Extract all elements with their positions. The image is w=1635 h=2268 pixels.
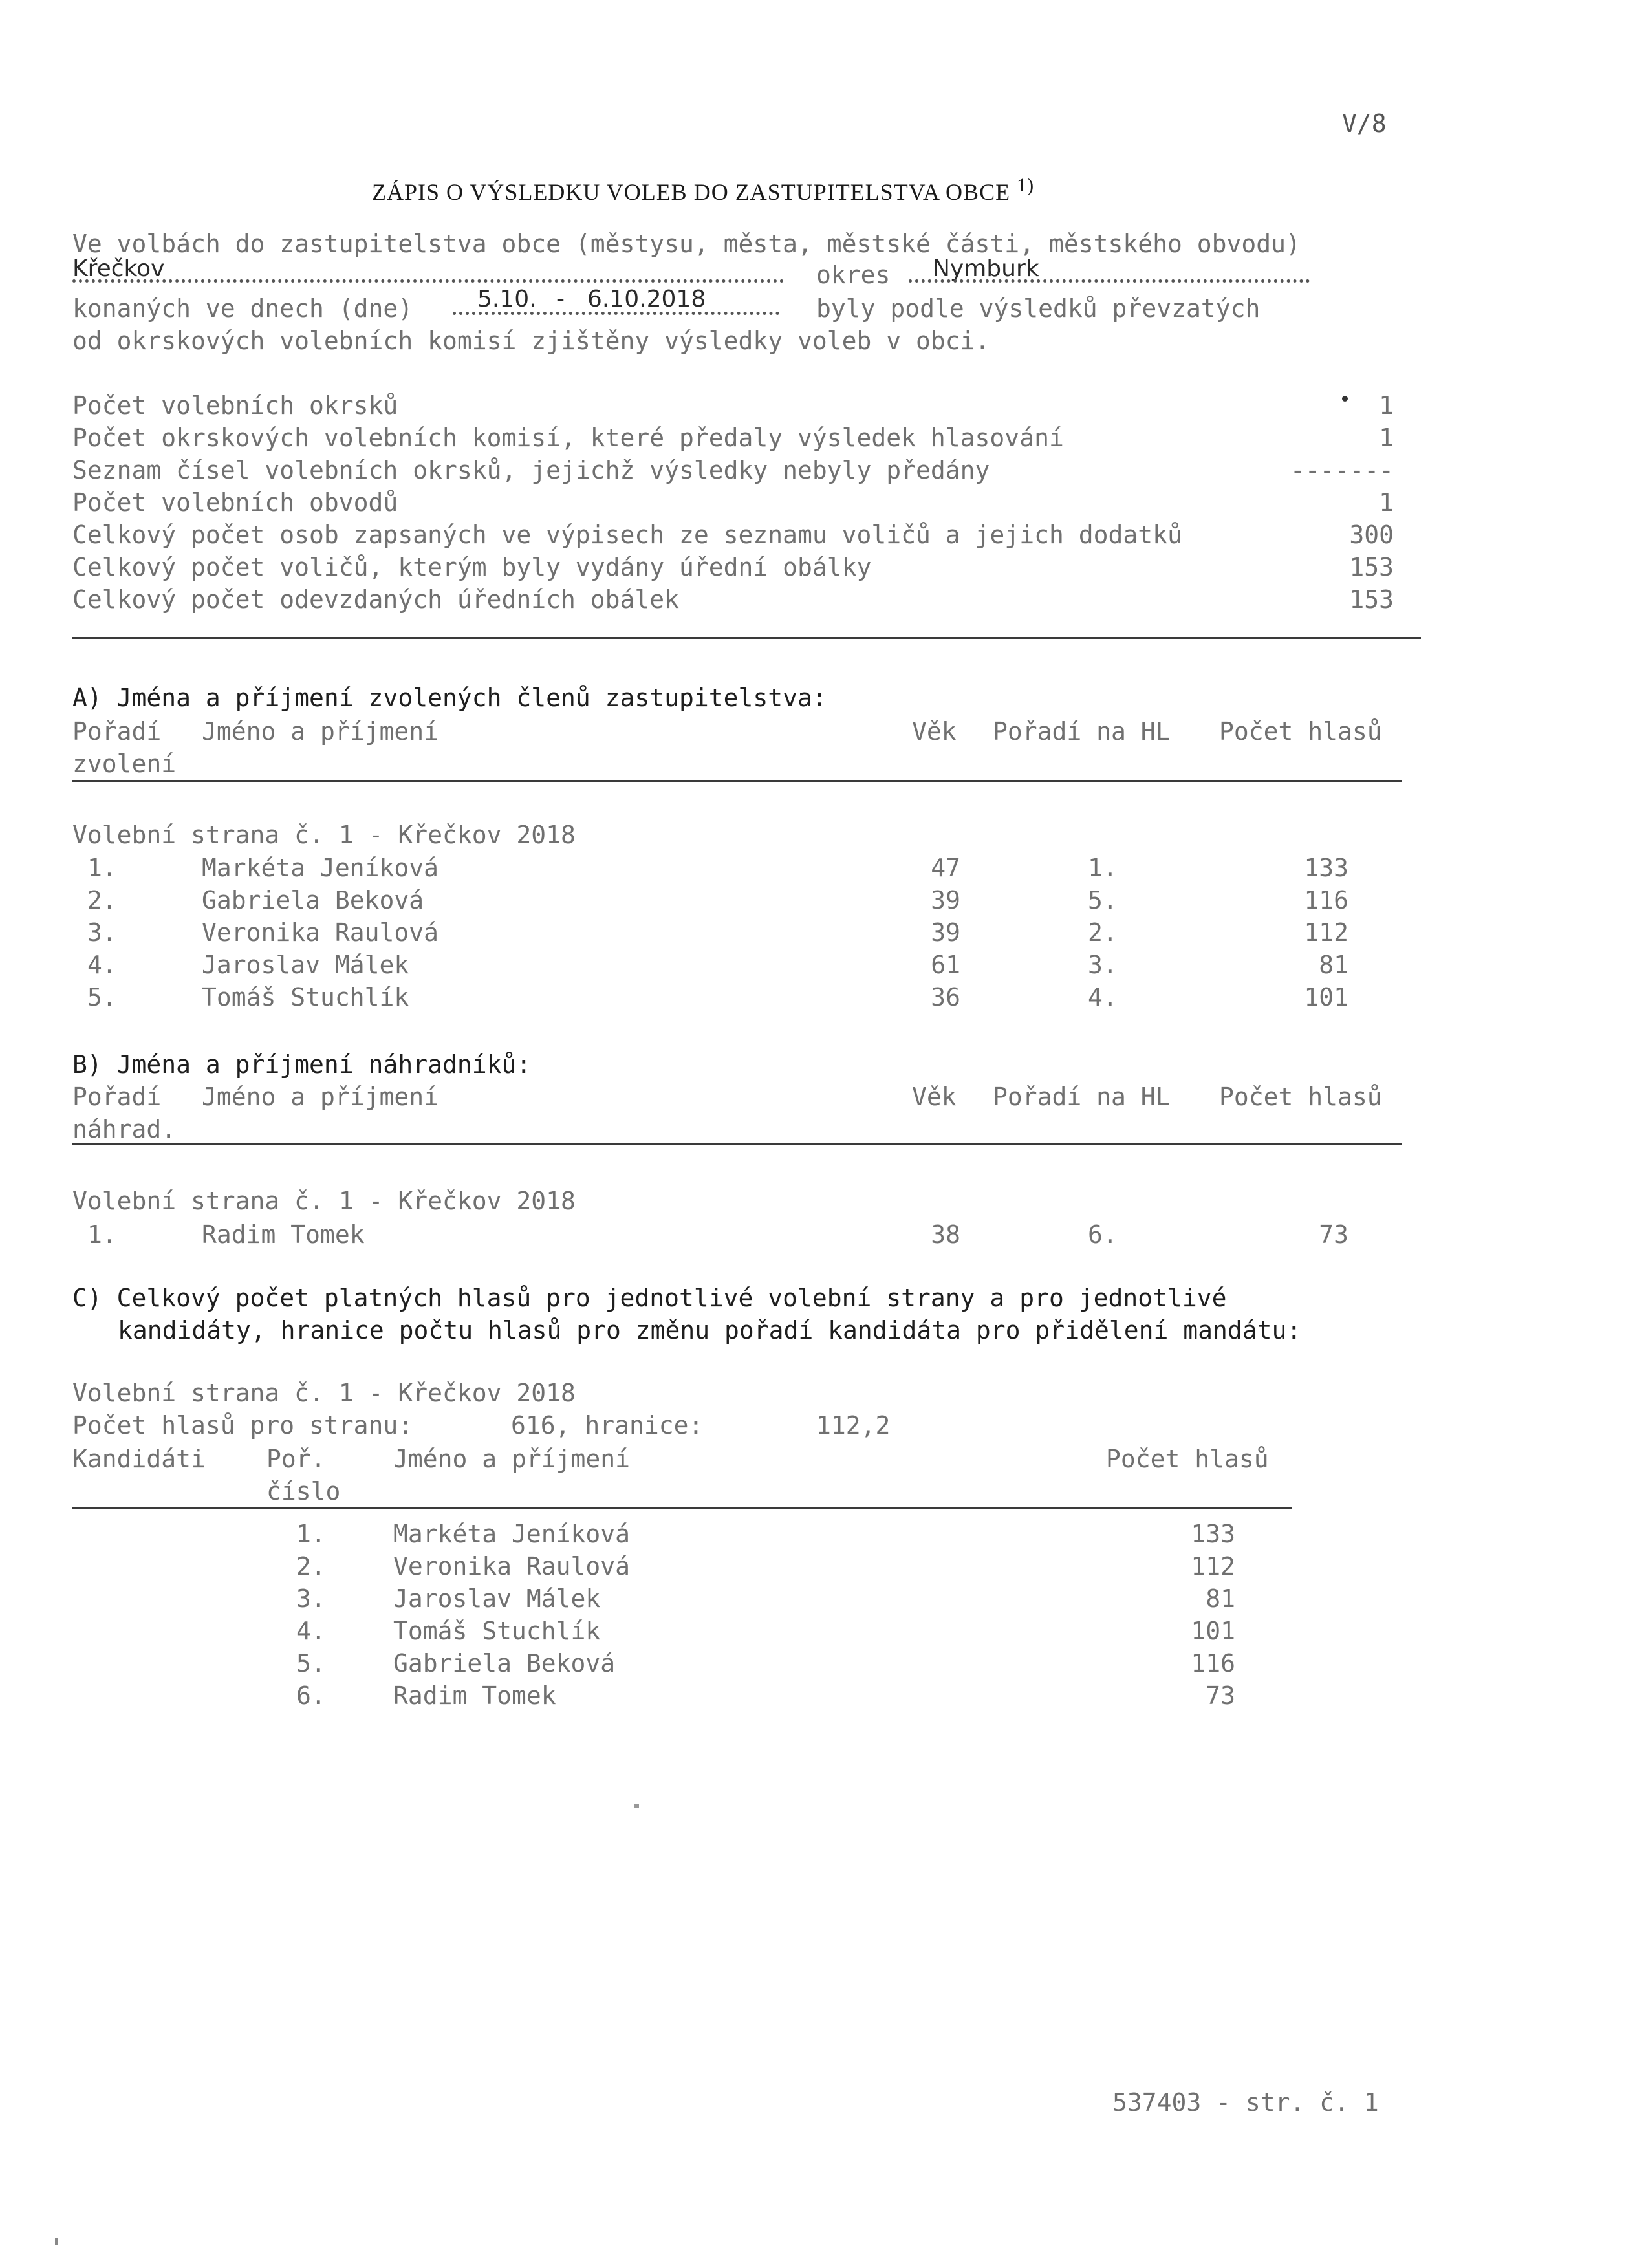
cell-name: Tomáš Stuchlík: [393, 1617, 601, 1645]
cell-name: Jaroslav Málek: [393, 1584, 601, 1613]
section-c-heading-line-2: kandidáty, hranice počtu hlasů pro změnu pořadí kandidáta pro přidělení mandátu:: [118, 1316, 1302, 1345]
intro-line-1: Ve volbách do zastupitelstva obce (městysu, města, městské části, městského obvodu): [72, 230, 1301, 258]
cell-name: Gabriela Beková: [202, 886, 424, 914]
col-num-header: Poř.: [266, 1445, 326, 1473]
stat-label: Celkový počet osob zapsaných ve výpisech ze seznamu voličů a jejich dodatků: [72, 521, 1182, 549]
intro-line-3-tail: byly podle výsledků převzatých: [816, 294, 1261, 323]
cell-age: 47: [931, 854, 960, 882]
col-order-header: Pořadí: [72, 1083, 162, 1111]
cell-num: 3.: [296, 1584, 326, 1613]
stat-value: 153: [1349, 553, 1394, 581]
cell-votes: 101: [1191, 1617, 1235, 1645]
cell-num: 6.: [296, 1681, 326, 1710]
cell-age: 36: [931, 983, 960, 1011]
cell-num: 1.: [296, 1520, 326, 1548]
cell-age: 39: [931, 918, 960, 947]
col-order-header-2: náhrad.: [72, 1115, 177, 1143]
cell-name: Markéta Jeníková: [393, 1520, 631, 1548]
cell-votes: 73: [1319, 1220, 1348, 1249]
stat-value: 1: [1379, 488, 1394, 517]
cell-votes: 112: [1304, 918, 1348, 947]
cell-name: Veronika Raulová: [202, 918, 439, 947]
cell-name: Radim Tomek: [393, 1681, 556, 1710]
cell-votes: 133: [1191, 1520, 1235, 1548]
cell-votes: 112: [1191, 1552, 1235, 1581]
col-votes-header: Počet hlasů: [1219, 717, 1382, 746]
cell-order: 5.: [87, 983, 117, 1011]
col-age-header: Věk: [912, 717, 957, 746]
divider-section-b: [72, 1143, 1402, 1145]
cell-hl: 5.: [1088, 886, 1118, 914]
cell-hl: 4.: [1088, 983, 1118, 1011]
stat-label: Počet okrskových volebních komisí, které předaly výsledek hlasování: [72, 424, 1064, 452]
date-dash: -: [556, 286, 565, 312]
cell-hl: 6.: [1088, 1220, 1118, 1249]
scan-speck: [634, 1804, 639, 1808]
okres-dotted-line: [909, 279, 1310, 283]
okres-name: Nymburk: [933, 255, 1039, 282]
cell-order: 2.: [87, 886, 117, 914]
col-name-header: Jméno a příjmení: [202, 1083, 439, 1111]
okres-label: okres: [816, 261, 891, 289]
date-dotted-line: [453, 312, 779, 315]
stat-label: Celkový počet odevzdaných úředních obálek: [72, 585, 679, 614]
party-votes-label: Počet hlasů pro stranu:: [72, 1411, 413, 1440]
col-hl-header: Pořadí na HL: [993, 717, 1171, 746]
section-a-heading: A) Jména a příjmení zvolených členů zastupitelstva:: [72, 684, 827, 712]
stat-value: 1: [1379, 391, 1394, 420]
cell-hl: 3.: [1088, 951, 1118, 979]
cell-name: Gabriela Beková: [393, 1649, 616, 1678]
col-candidates-header: Kandidáti: [72, 1445, 206, 1473]
stat-value: -------: [1290, 456, 1394, 484]
divider-stats: [72, 637, 1421, 639]
date-from: 5.10.: [477, 286, 537, 312]
cell-name: Tomáš Stuchlík: [202, 983, 409, 1011]
date-to: 6.10.2018: [587, 286, 706, 312]
divider-section-c: [72, 1507, 1292, 1509]
stat-value: 1: [1379, 424, 1394, 452]
cell-name: Markéta Jeníková: [202, 854, 439, 882]
section-c-heading-line-1: C) Celkový počet platných hlasů pro jednotlivé volební strany a pro jednotlivé: [72, 1284, 1227, 1312]
stat-value: 153: [1349, 585, 1394, 614]
cell-num: 4.: [296, 1617, 326, 1645]
cell-votes: 73: [1206, 1681, 1235, 1710]
col-votes-header: Počet hlasů: [1219, 1083, 1382, 1111]
konanych-label: konaných ve dnech (dne): [72, 294, 413, 323]
stat-value: 300: [1349, 521, 1394, 549]
party-threshold: 112,2: [816, 1411, 891, 1440]
cell-age: 39: [931, 886, 960, 914]
col-num-header-2: číslo: [266, 1477, 341, 1506]
cell-hl: 1.: [1088, 854, 1118, 882]
cell-name: Veronika Raulová: [393, 1552, 631, 1581]
divider-section-a: [72, 780, 1402, 782]
obec-name: Křečkov: [72, 255, 165, 282]
col-votes-header: Počet hlasů: [1106, 1445, 1269, 1473]
cell-order: 1.: [87, 854, 117, 882]
section-c-party: Volební strana č. 1 - Křečkov 2018: [72, 1379, 576, 1407]
cell-age: 61: [931, 951, 960, 979]
stat-label: Seznam čísel volebních okrsků, jejichž výsledky nebyly předány: [72, 456, 990, 484]
section-b-heading: B) Jména a příjmení náhradníků:: [72, 1050, 532, 1079]
cell-votes: 101: [1304, 983, 1348, 1011]
cell-votes: 116: [1304, 886, 1348, 914]
section-b-party: Volební strana č. 1 - Křečkov 2018: [72, 1187, 576, 1215]
obec-dotted-line: [72, 279, 784, 283]
cell-age: 38: [931, 1220, 960, 1249]
cell-order: 1.: [87, 1220, 117, 1249]
scan-speck: [55, 2238, 58, 2245]
stat-label: Počet volebních obvodů: [72, 488, 398, 517]
col-name-header: Jméno a příjmení: [393, 1445, 631, 1473]
cell-order: 4.: [87, 951, 117, 979]
cell-votes: 81: [1206, 1584, 1235, 1613]
col-name-header: Jméno a příjmení: [202, 717, 439, 746]
stat-label: Počet volebních okrsků: [72, 391, 398, 420]
party-votes-value: 616, hranice:: [511, 1411, 704, 1440]
intro-line-4: od okrskových volebních komisí zjištěny výsledky voleb v obci.: [72, 327, 990, 355]
document-title: ZÁPIS O VÝSLEDKU VOLEB DO ZASTUPITELSTVA OBCE $^{1)}$: [372, 175, 1035, 205]
stat-label: Celkový počet voličů, kterým byly vydány úřední obálky: [72, 553, 872, 581]
cell-votes: 81: [1319, 951, 1348, 979]
cell-votes: 133: [1304, 854, 1348, 882]
cell-order: 3.: [87, 918, 117, 947]
cell-num: 2.: [296, 1552, 326, 1581]
scan-speck: [1342, 396, 1348, 402]
title-footnote: 1): [1017, 175, 1035, 196]
cell-name: Jaroslav Málek: [202, 951, 409, 979]
col-order-header-2: zvolení: [72, 750, 177, 778]
page-code: V/8: [1342, 109, 1387, 138]
col-age-header: Věk: [912, 1083, 957, 1111]
cell-hl: 2.: [1088, 918, 1118, 947]
cell-num: 5.: [296, 1649, 326, 1678]
cell-votes: 116: [1191, 1649, 1235, 1678]
page-footer: 537403 - str. č. 1: [1112, 2088, 1379, 2117]
cell-name: Radim Tomek: [202, 1220, 365, 1249]
col-hl-header: Pořadí na HL: [993, 1083, 1171, 1111]
col-order-header: Pořadí: [72, 717, 162, 746]
section-a-party: Volební strana č. 1 - Křečkov 2018: [72, 821, 576, 849]
